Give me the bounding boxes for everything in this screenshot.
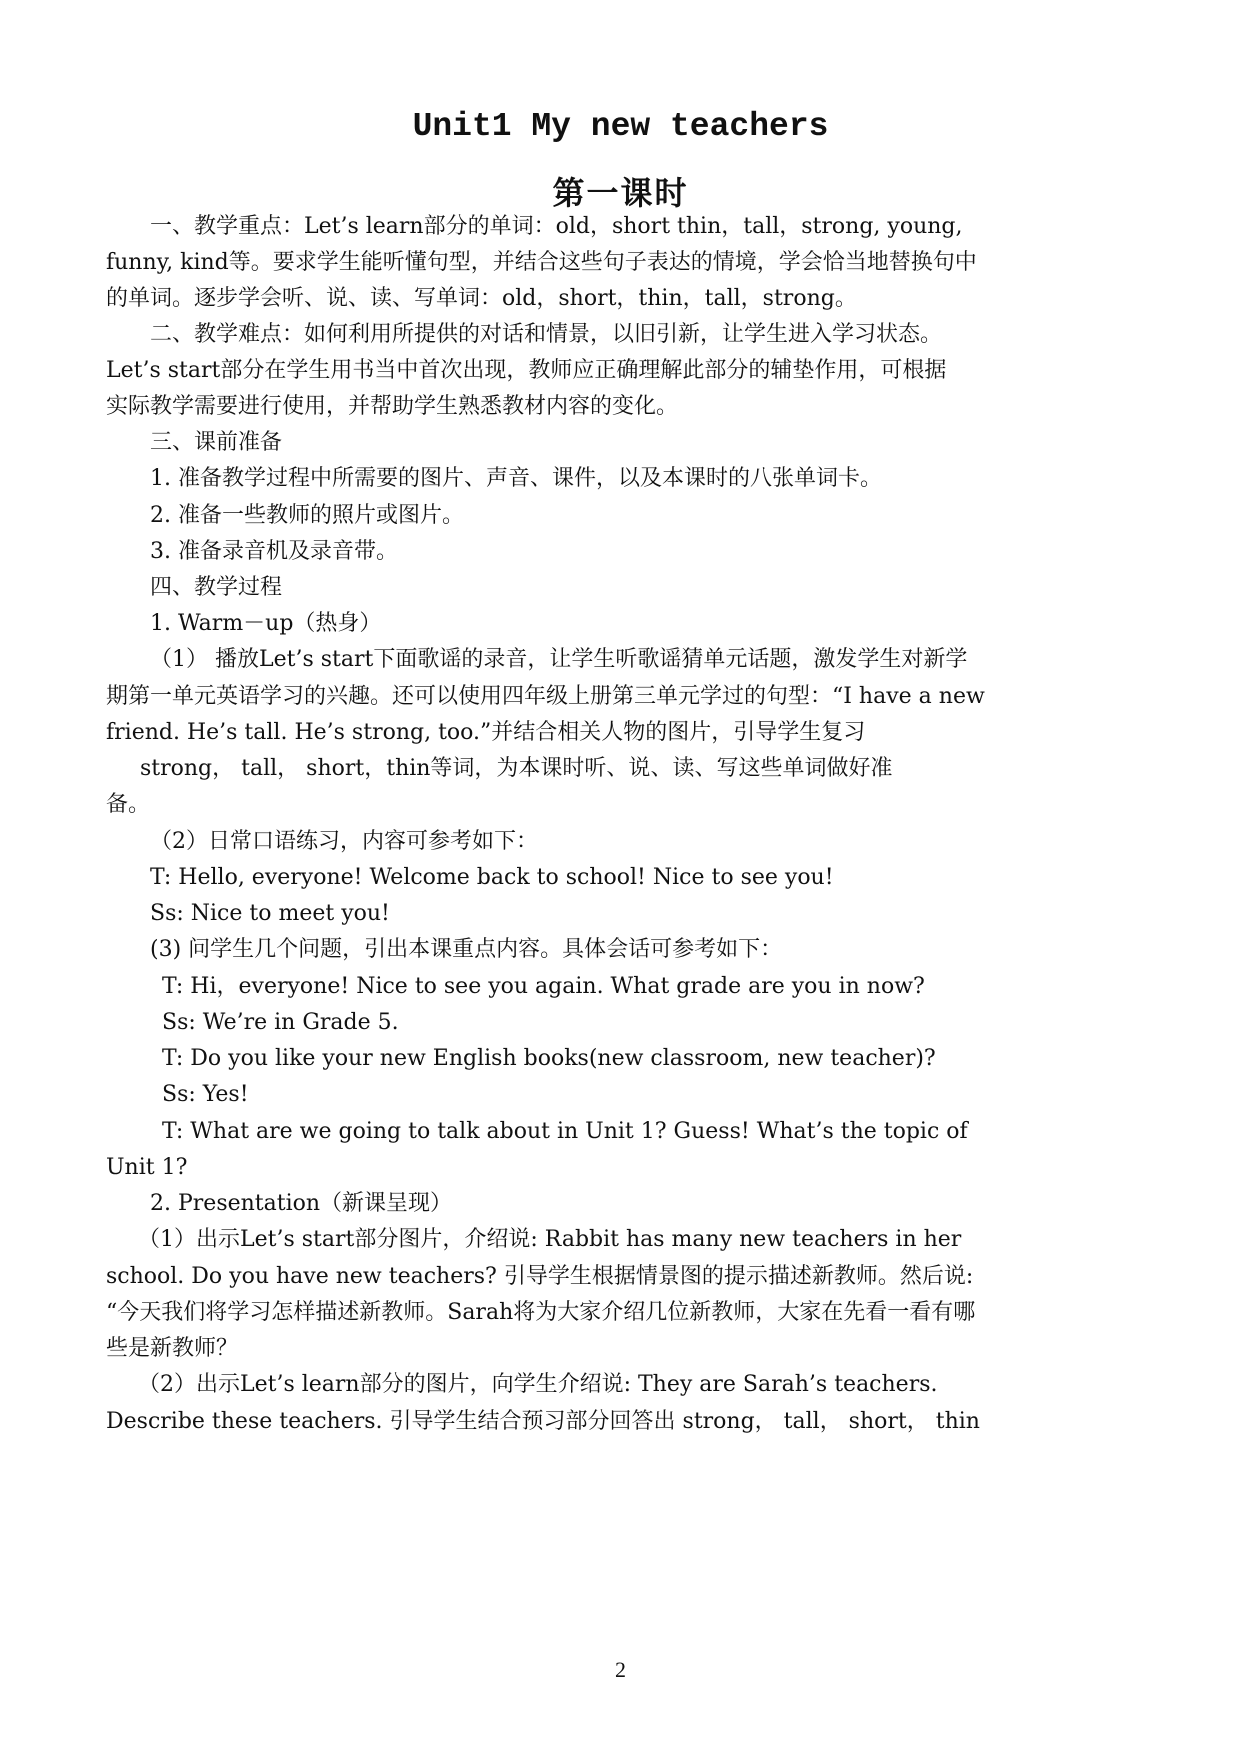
text-line: 二、教学难点：如何利用所提供的对话和情景，以旧引新，让学生进入学习状态。 <box>150 322 943 347</box>
text-line: Let’s start部分在学生用书当中首次出现，教师应正确理解此部分的辅垫作用，可根据 <box>106 358 947 383</box>
text-line: 一、教学重点：Let’s learn部分的单词：old，short thin，tall，strong, young, <box>150 214 963 239</box>
text-line: T: What are we going to talk about in Unit 1? Guess! What’s the topic of <box>162 1119 968 1144</box>
text-line: Unit 1? <box>106 1155 188 1180</box>
text-line: funny, kind等。要求学生能听懂句型，并结合这些句子表达的情境，学会恰当地替换句中 <box>106 250 977 275</box>
text-line: 1. 准备教学过程中所需要的图片、声音、课件，以及本课时的八张单词卡。 <box>150 466 882 491</box>
lesson-subtitle: 第一课时 <box>552 174 689 212</box>
text-line: Ss: We’re in Grade 5. <box>162 1010 399 1035</box>
text-line: 三、课前准备 <box>150 430 283 455</box>
text-line: 期第一单元英语学习的兴趣。还可以使用四年级上册第三单元学过的句型：“I have a new <box>106 684 985 709</box>
text-line: 3. 准备录音机及录音带。 <box>150 539 398 564</box>
text-line: 的单词。逐步学会听、说、读、写单词：old，short，thin，tall，strong。 <box>106 286 857 311</box>
text-line: friend. He’s tall. He’s strong, too.”并结合相关人物的图片，引导学生复习 <box>106 720 866 745</box>
text-line: （1）出示Let’s start部分图片，介绍说: Rabbit has many new teachers in her <box>138 1227 962 1252</box>
text-line: 1. Warm－up（热身） <box>150 611 382 636</box>
text-line: 些是新教师？ <box>106 1336 239 1361</box>
text-line: 四、教学过程 <box>150 575 283 600</box>
text-line: T: Hello, everyone! Welcome back to school! Nice to see you! <box>150 865 834 890</box>
text-line: 2. 准备一些教师的照片或图片。 <box>150 503 464 528</box>
text-line: strong， tall， short，thin等词，为本课时听、说、读、写这些单词做好准 <box>140 756 893 781</box>
text-line: Ss: Yes! <box>162 1082 249 1107</box>
text-line: （1） 播放Let’s start下面歌谣的录音，让学生听歌谣猜单元话题，激发学生对新学 <box>150 647 968 672</box>
text-line: Ss: Nice to meet you! <box>150 901 390 926</box>
text-line: 2. Presentation（新课呈现） <box>150 1191 453 1216</box>
text-line: 实际教学需要进行使用，并帮助学生熟悉教材内容的变化。 <box>106 394 679 419</box>
text-line: （2）出示Let’s learn部分的图片，向学生介绍说: They are Sarah’s teachers. <box>138 1372 938 1397</box>
text-line: （2）日常口语练习，内容可参考如下： <box>150 829 538 854</box>
document-title: Unit1 My new teachers <box>412 108 829 145</box>
text-line: (3) 问学生几个问题，引出本课重点内容。具体会话可参考如下： <box>150 937 783 962</box>
text-line: Describe these teachers. 引导学生结合预习部分回答出 strong， tall， short， thin <box>106 1409 980 1434</box>
text-line: school. Do you have new teachers? 引导学生根据情景图的提示描述新教师。然后说: <box>106 1264 974 1289</box>
text-line: 备。 <box>106 792 151 817</box>
text-line: T: Hi，everyone! Nice to see you again. What grade are you in now? <box>162 974 925 999</box>
page-number: 2 <box>615 1657 626 1682</box>
text-line: “今天我们将学习怎样描述新教师。Sarah将为大家介绍几位新教师，大家在先看一看有哪 <box>106 1300 976 1325</box>
text-line: T: Do you like your new English books(new classroom, new teacher)? <box>162 1046 936 1071</box>
